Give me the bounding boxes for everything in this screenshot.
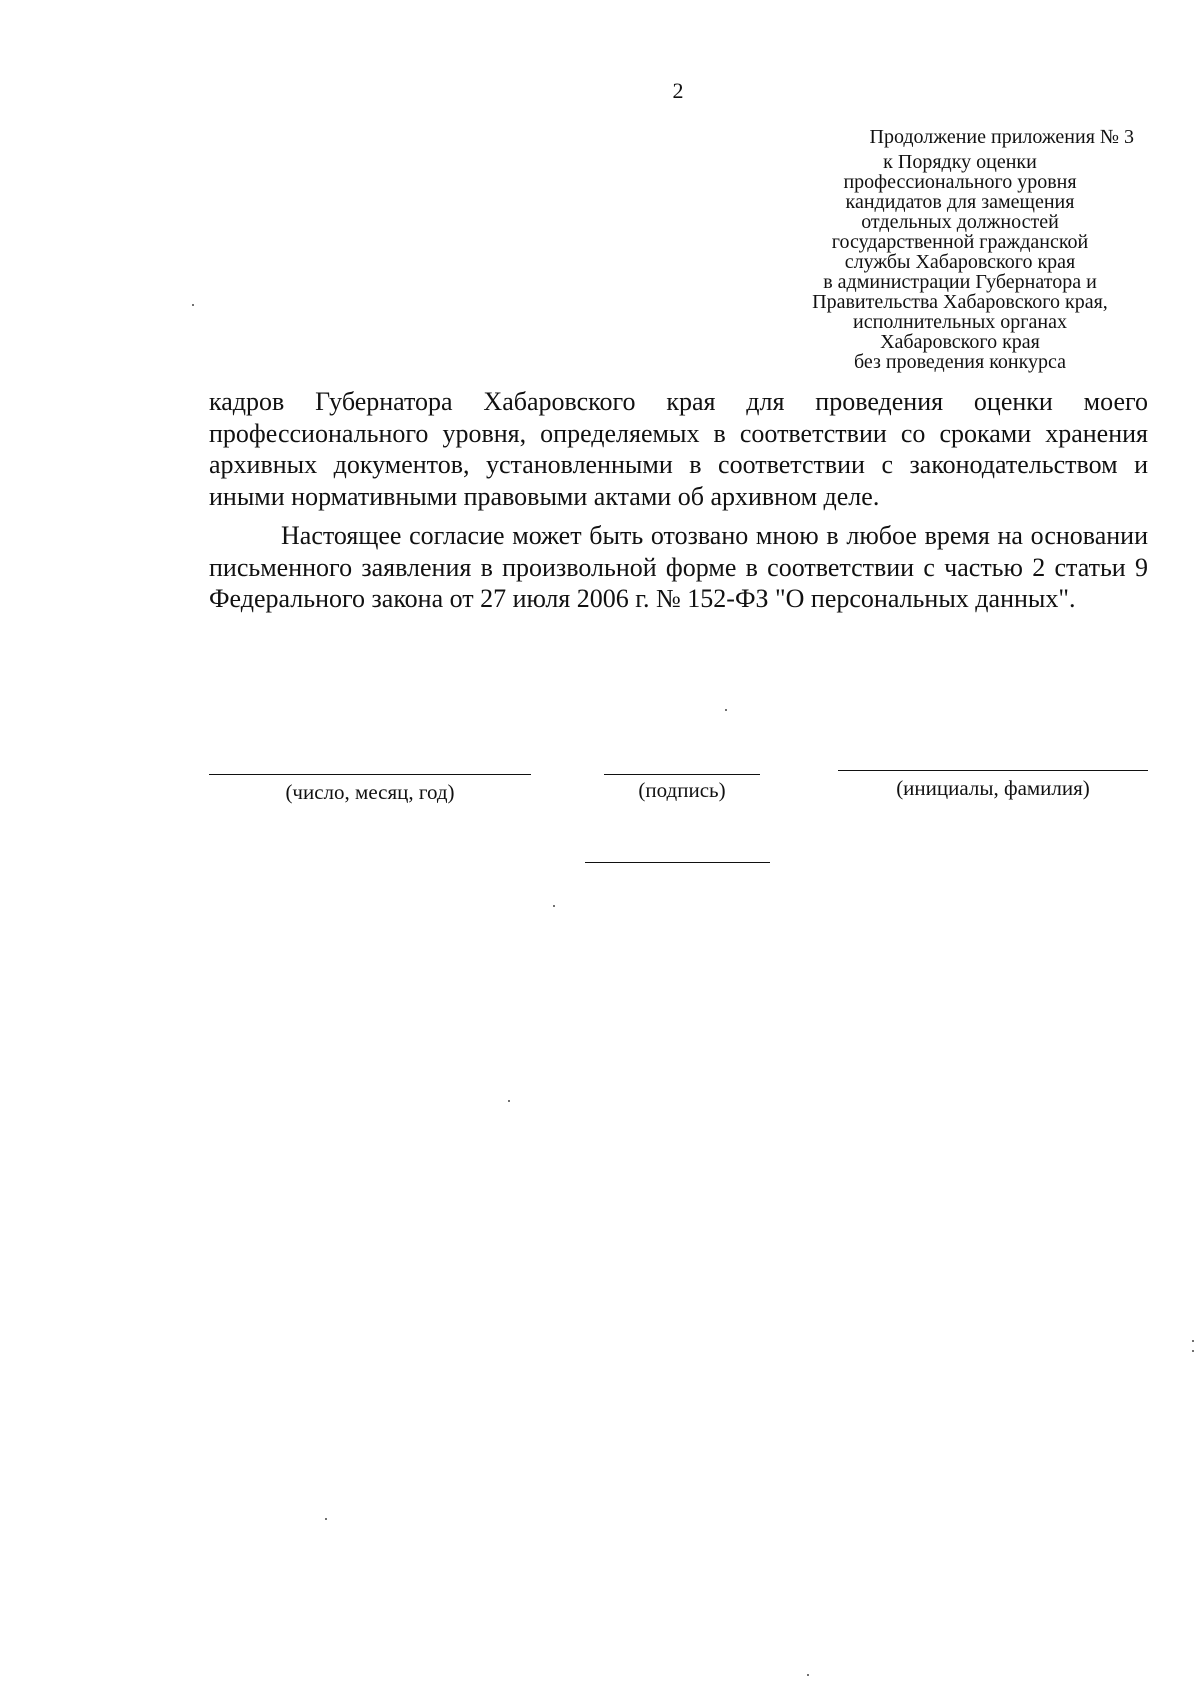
appendix-line: профессионального уровня — [843, 171, 1077, 193]
appendix-line: службы Хабаровского края — [844, 251, 1076, 273]
body-text — [209, 386, 1148, 615]
scan-speck — [553, 905, 555, 907]
signature-caption: (подпись) — [638, 778, 726, 802]
name-caption: (инициалы, фамилия) — [896, 776, 1090, 800]
appendix-line: отдельных должностей — [861, 211, 1059, 233]
date-caption: (число, месяц, год) — [285, 780, 455, 804]
appendix-line: в администрации Губернатора и — [823, 271, 1097, 293]
scan-speck — [1192, 1350, 1194, 1352]
appendix-line: Правительства Хабаровского края, — [812, 291, 1108, 313]
paragraph-withdrawal: Настоящее согласие может быть отозвано мною в любое время на основании письменного заявления в произвольной форме в соответствии с частью 2 статьи 9 Федерального закона от 27 июля 2006 г. № 152-ФЗ "О персональных данных". — [209, 521, 1148, 613]
appendix-line: государственной гражданской — [831, 231, 1089, 253]
scan-speck — [1192, 1340, 1194, 1342]
scan-speck — [725, 709, 727, 711]
appendix-line: исполнительных органах — [853, 311, 1067, 333]
signature-line — [604, 774, 760, 775]
appendix-block — [780, 124, 1140, 372]
appendix-line: к Порядку оценки — [883, 151, 1037, 173]
scan-speck — [807, 1674, 809, 1676]
page-number: 2 — [672, 78, 684, 103]
appendix-line: Хабаровского края — [880, 331, 1040, 353]
scan-speck — [192, 304, 194, 306]
appendix-line: кандидатов для замещения — [845, 191, 1075, 213]
closing-separator-line — [585, 862, 770, 863]
name-signature-line — [838, 770, 1148, 771]
scan-speck — [325, 1518, 327, 1520]
scan-speck — [508, 1100, 510, 1102]
appendix-line: без проведения конкурса — [853, 351, 1067, 373]
appendix-heading: Продолжение приложения № 3 — [869, 126, 1134, 148]
paragraph-retention: кадров Губернатора Хабаровского края для проведения оценки моего профессионального уровня, определяемых в соответствии со сроками хранения архивных документов, установленными в соответствии с законодательством и иными нормативными правовыми актами об архивном деле. — [209, 387, 1148, 511]
date-signature-line — [209, 774, 531, 775]
